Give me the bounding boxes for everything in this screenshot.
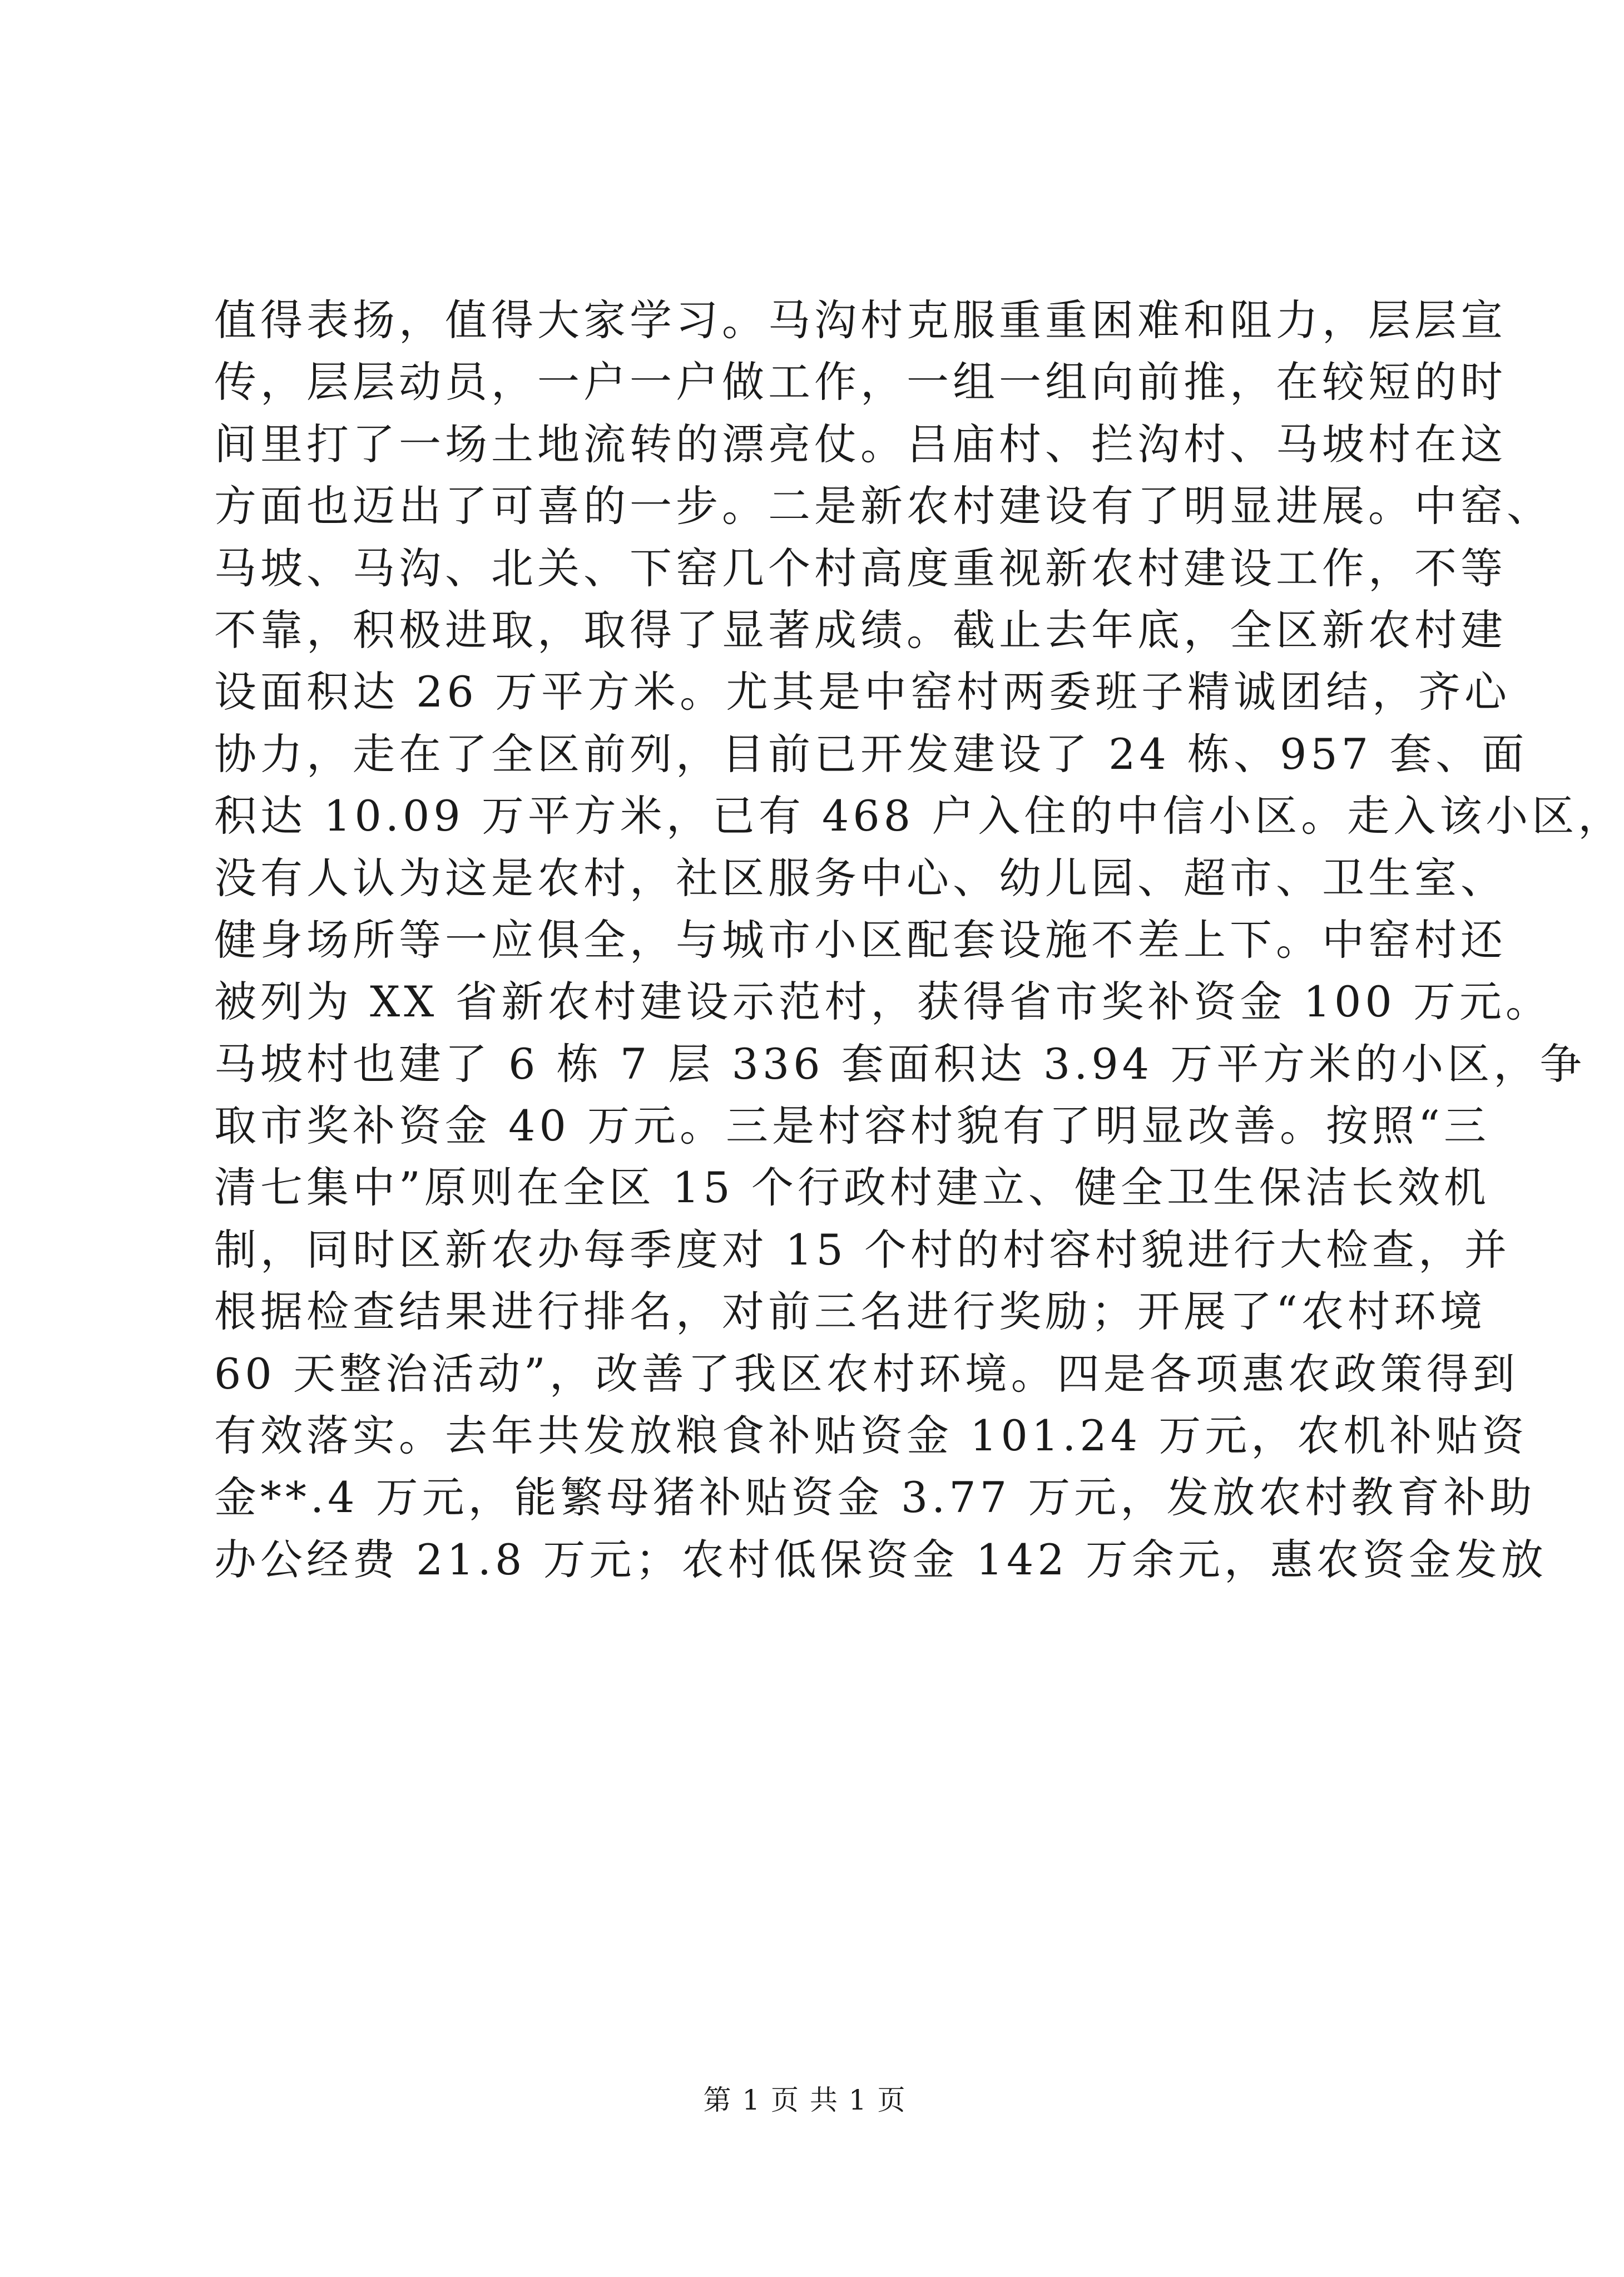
text-line: 办公经费 21.8 万元；农村低保资金 142 万余元，惠农资金发放 bbox=[214, 1534, 1547, 1584]
text-line: 马坡村也建了 6 栋 7 层 336 套面积达 3.94 万平方米的小区，争 bbox=[214, 1039, 1586, 1089]
body-text bbox=[214, 289, 1624, 1591]
text-line: 不靠，积极进取，取得了显著成绩。截止去年底，全区新农村建 bbox=[214, 605, 1507, 655]
text-line: 传，层层动员，一户一户做工作，一组一组向前推，在较短的时 bbox=[214, 357, 1507, 407]
text-line: 金**.4 万元，能繁母猪补贴资金 3.77 万元，发放农村教育补助 bbox=[214, 1473, 1536, 1523]
text-line: 健身场所等一应俱全，与城市小区配套设施不差上下。中窑村还 bbox=[214, 915, 1507, 965]
text-line: 取市奖补资金 40 万元。三是村容村貌有了明显改善。按照“三 bbox=[214, 1101, 1490, 1151]
text-line: 设面积达 26 万平方米。尤其是中窑村两委班子精诚团结，齐心 bbox=[214, 667, 1511, 717]
text-line: 值得表扬，值得大家学习。马沟村克服重重困难和阻力，层层宣 bbox=[214, 295, 1507, 345]
text-line: 根据检查结果进行排名，对前三名进行奖励；开展了“农村环境 bbox=[214, 1287, 1486, 1337]
text-line: 有效落实。去年共发放粮食补贴资金 101.24 万元，农机补贴资 bbox=[214, 1411, 1528, 1461]
page-footer: 第 1 页 共 1 页 bbox=[703, 2084, 907, 2116]
text-line: 协力，走在了全区前列，目前已开发建设了 24 栋、957 套、面 bbox=[214, 729, 1528, 779]
text-line: 制，同时区新农办每季度对 15 个村的村容村貌进行大检查，并 bbox=[214, 1224, 1511, 1275]
text-line: 没有人认为这是农村，社区服务中心、幼儿园、超市、卫生室、 bbox=[214, 853, 1507, 903]
text-line: 积达 10.09 万平方米，已有 468 户入住的中信小区。走入该小区， bbox=[214, 791, 1624, 841]
text-line: 清七集中”原则在全区 15 个行政村建立、健全卫生保洁长效机 bbox=[214, 1163, 1490, 1213]
text-line: 马坡、马沟、北关、下窑几个村高度重视新农村建设工作，不等 bbox=[214, 543, 1507, 593]
text-line: 60 天整治活动”，改善了我区农村环境。四是各项惠农政策得到 bbox=[214, 1349, 1519, 1399]
text-line: 被列为 XX 省新农村建设示范村，获得省市奖补资金 100 万元。 bbox=[214, 977, 1552, 1027]
text-line: 间里打了一场土地流转的漂亮仗。吕庙村、拦沟村、马坡村在这 bbox=[214, 419, 1507, 469]
text-line: 方面也迈出了可喜的一步。二是新农村建设有了明显进展。中窑、 bbox=[214, 481, 1553, 531]
